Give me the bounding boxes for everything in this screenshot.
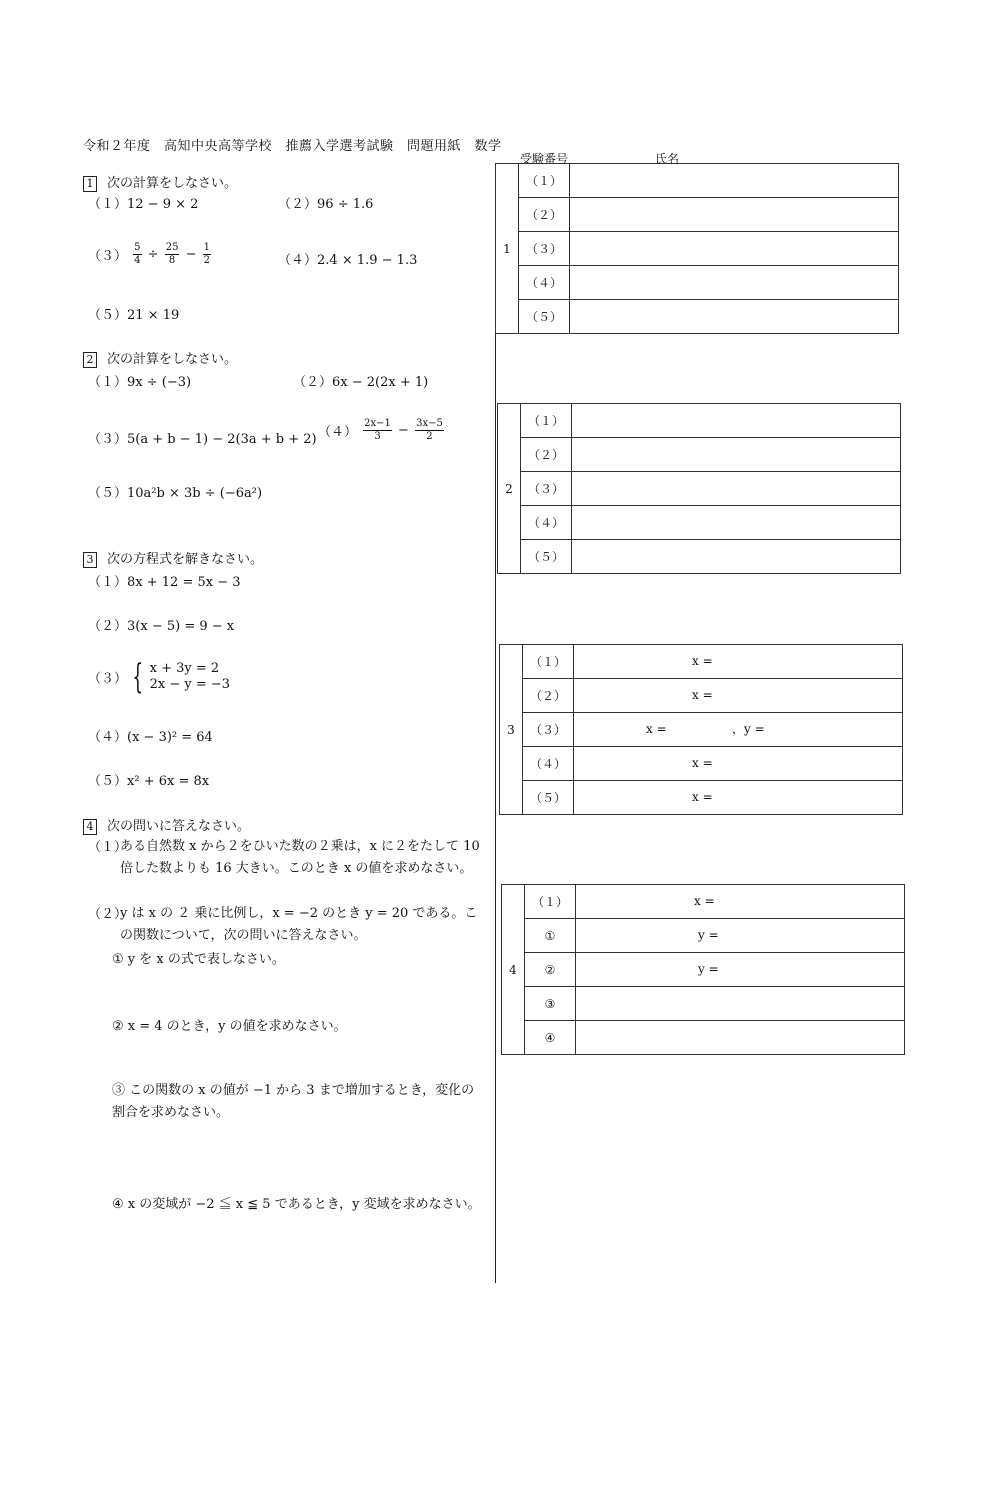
answer-box[interactable] — [572, 404, 901, 438]
answer-row — [502, 885, 905, 919]
q3-item-1: （１）8x + 12 = 5x − 3 — [88, 575, 241, 590]
answer-box[interactable] — [572, 506, 901, 540]
answer-section-number: 3 — [500, 645, 523, 815]
fraction: $\frac{5}{4}$ — [134, 242, 141, 266]
q2-item-5: （５）10a²b × 3b ÷ (−6a²) — [88, 486, 263, 501]
q1-item-4: （４）2.4 × 1.9 − 1.3 — [278, 253, 418, 268]
q3-instruction: 次の方程式を解きなさい。 — [107, 552, 264, 567]
answer-label: （２） — [523, 679, 574, 713]
answer-label: （１） — [521, 404, 572, 438]
answer-box[interactable] — [574, 679, 903, 713]
answer-label: （５） — [519, 300, 570, 334]
answer-y-prefix: ，y = — [732, 722, 765, 736]
fraction: $\frac{3x-5}{2}$ — [416, 418, 443, 442]
q2-item-3: （３）5(a + b − 1) − 2(3a + b + 2) — [88, 432, 317, 447]
q4-p2-text: y は x の ２ 乗に比例し，x = −2 のとき y = 20 である。この関数について，次の問いに答えなさい。 — [120, 906, 478, 943]
q2-instruction: 次の計算をしなさい。 — [107, 352, 238, 367]
answer-box[interactable] — [570, 300, 899, 334]
q4-p1-label: （１） — [88, 840, 128, 855]
answer-row — [500, 679, 903, 713]
q4-sub-3: ③ この関数の x の値が −1 から 3 まで増加するとき，変化の割合を求めなさい。 — [112, 1083, 475, 1120]
answer-label: ③ — [525, 987, 576, 1021]
answer-label: （５） — [523, 781, 574, 815]
answer-box[interactable] — [576, 1021, 905, 1055]
q4-p2-label: （２） — [88, 907, 128, 922]
name-label: 氏名 — [655, 152, 680, 166]
answer-label: （３） — [523, 713, 574, 747]
answer-row — [502, 987, 905, 1021]
answer-section-number: 4 — [502, 885, 525, 1055]
q4-instruction: 次の問いに答えなさい。 — [107, 819, 251, 834]
answer-label: （２） — [521, 438, 572, 472]
q1-item-1: （１）12 − 9 × 2 — [88, 197, 199, 212]
q4-sub-2: ② x = 4 のとき，y の値を求めなさい。 — [112, 1019, 347, 1034]
q2-number: 2 — [83, 352, 97, 368]
answer-y-prefix: y = — [698, 962, 719, 976]
q3-item-5: （５）x² + 6x = 8x — [88, 774, 210, 789]
q1-item-5: （５）21 × 19 — [88, 308, 180, 323]
q4-number: 4 — [83, 819, 97, 835]
answer-box[interactable] — [572, 438, 901, 472]
answer-box[interactable] — [572, 472, 901, 506]
answer-box[interactable] — [574, 747, 903, 781]
answer-label: （１） — [519, 164, 570, 198]
q3-item-2: （２）3(x − 5) = 9 − x — [88, 619, 235, 634]
q2-heading — [83, 348, 237, 368]
answer-section-number: 1 — [496, 164, 519, 334]
answer-x-prefix: x = — [692, 756, 713, 770]
answer-row — [496, 198, 899, 232]
answer-table-3 — [499, 644, 903, 815]
answer-section-number: 2 — [498, 404, 521, 574]
q3-item-4: （４）(x − 3)² = 64 — [88, 730, 213, 745]
q3-heading — [83, 548, 263, 568]
answer-label: ① — [525, 919, 576, 953]
q4-sub-4: ④ x の変域が −2 ≦ x ≦ 5 であるとき，y 変域を求めなさい。 — [112, 1197, 481, 1212]
answer-row — [498, 540, 901, 574]
q2-item-4: （４） $\frac{2x-1}{3}$ − $\frac{3x-5}{2}$ — [318, 418, 443, 442]
answer-label: （１） — [525, 885, 576, 919]
q2-item-2: （２）6x − 2(2x + 1) — [293, 375, 429, 390]
answer-box[interactable] — [570, 164, 899, 198]
brace-icon: { — [132, 657, 144, 697]
q2-item-1: （１）9x ÷ (−3) — [88, 375, 192, 390]
q1-number: 1 — [83, 176, 97, 192]
answer-row — [498, 506, 901, 540]
answer-label: （２） — [519, 198, 570, 232]
answer-row — [500, 747, 903, 781]
answer-box[interactable] — [576, 885, 905, 919]
answer-table-2 — [497, 403, 901, 574]
fraction: $\frac{2x-1}{3}$ — [364, 418, 391, 442]
answer-box[interactable] — [570, 266, 899, 300]
answer-x-prefix: x = — [692, 654, 713, 668]
answer-table-4 — [501, 884, 905, 1055]
q1-heading — [83, 172, 237, 192]
answer-row — [502, 1021, 905, 1055]
q1-item-2: （２）96 ÷ 1.6 — [278, 197, 374, 212]
answer-x-prefix: x = — [692, 688, 713, 702]
fraction: $\frac{1}{2}$ — [203, 242, 211, 266]
answer-row — [496, 232, 899, 266]
answer-row — [500, 713, 903, 747]
answer-x-prefix: x = — [646, 722, 667, 736]
answer-box[interactable] — [574, 781, 903, 815]
answer-label: （３） — [519, 232, 570, 266]
fraction: $\frac{25}{8}$ — [165, 242, 179, 266]
q3-item-3: （３） { x + 3y = 2 2x − y = −3 — [88, 657, 231, 697]
answer-row — [502, 953, 905, 987]
answer-box[interactable] — [576, 987, 905, 1021]
answer-label: （４） — [519, 266, 570, 300]
q4-heading — [83, 815, 250, 835]
answer-label: （３） — [521, 472, 572, 506]
answer-label: ④ — [525, 1021, 576, 1055]
answer-row — [500, 781, 903, 815]
answer-x-prefix: x = — [694, 894, 715, 908]
page-title: 令和２年度 高知中央高等学校 推薦入学選考試験 問題用紙 数学 — [83, 139, 502, 154]
answer-label: （５） — [521, 540, 572, 574]
answer-row — [496, 300, 899, 334]
q1-instruction: 次の計算をしなさい。 — [107, 176, 238, 191]
answer-label: （４） — [521, 506, 572, 540]
answer-y-prefix: y = — [698, 928, 719, 942]
answer-row — [500, 645, 903, 679]
answer-box[interactable] — [574, 713, 903, 747]
q4-p1-text: ある自然数 x から２をひいた数の２乗は，x に２をたして 10 倍した数よりも 16 大きい。このとき x の値を求めなさい。 — [120, 839, 480, 876]
answer-row — [496, 164, 899, 198]
answer-row — [498, 472, 901, 506]
answer-row — [498, 404, 901, 438]
q1-item-3: （３） $\frac{5}{4}$ ÷ $\frac{25}{8}$ − $\frac{1}{2}$ — [88, 242, 211, 266]
answer-row — [502, 919, 905, 953]
answer-box[interactable] — [570, 232, 899, 266]
exam-number-label: 受験番号 — [520, 152, 569, 166]
answer-label: （４） — [523, 747, 574, 781]
answer-table-1 — [495, 163, 899, 334]
answer-box[interactable] — [576, 953, 905, 987]
answer-row — [496, 266, 899, 300]
answer-box[interactable] — [572, 540, 901, 574]
answer-box[interactable] — [570, 198, 899, 232]
answer-label: ② — [525, 953, 576, 987]
answer-box[interactable] — [576, 919, 905, 953]
q4-sub-1: ① y を x の式で表しなさい。 — [112, 952, 285, 967]
q3-number: 3 — [83, 552, 97, 568]
answer-row — [498, 438, 901, 472]
answer-x-prefix: x = — [692, 790, 713, 804]
answer-label: （１） — [523, 645, 574, 679]
answer-box[interactable] — [574, 645, 903, 679]
